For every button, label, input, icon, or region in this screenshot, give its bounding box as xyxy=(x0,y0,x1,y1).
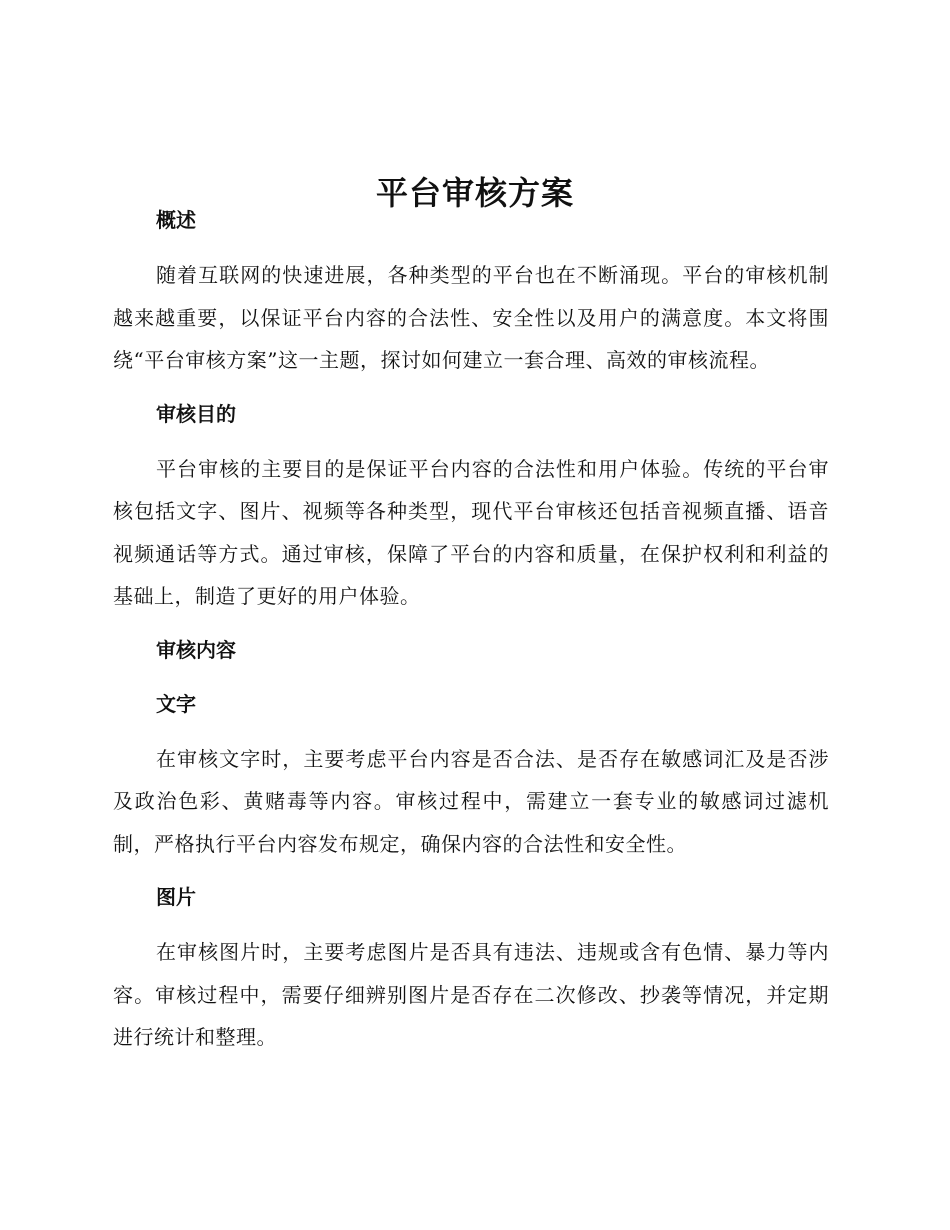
section-heading: 图片 xyxy=(156,885,196,909)
section-paragraph: 平台审核的主要目的是保证平台内容的合法性和用户体验。传统的平台审核包括文字、图片、视频等各种类型，现代平台审核还包括音视频直播、语音视频通话等方式。通过审核，保障了平台的内容和质量，在保护权利和利益的基础上，制造了更好的用户体验。 xyxy=(113,456,829,608)
section-purpose xyxy=(113,394,829,618)
section-heading: 审核目的 xyxy=(156,401,236,426)
document-body xyxy=(113,200,829,1071)
document-title: 平台审核方案 xyxy=(375,174,574,213)
section-heading: 审核内容 xyxy=(156,637,236,662)
section-content xyxy=(113,630,829,670)
section-heading: 文字 xyxy=(156,691,196,716)
section-images xyxy=(113,877,829,1059)
section-overview xyxy=(113,200,829,382)
section-paragraph: 随着互联网的快速进展，各种类型的平台也在不断涌现。平台的审核机制越来越重要，以保证平台内容的合法性、安全性以及用户的满意度。本文将围绕“平台审核方案”这一主题，探讨如何建立一套合理、高效的审核流程。 xyxy=(113,263,829,372)
section-paragraph: 在审核文字时，主要考虑平台内容是否合法、是否存在敏感词汇及是否涉及政治色彩、黄赌毒等内容。审核过程中，需建立一套专业的敏感词过滤机制，严格执行平台内容发布规定，确保内容的合法性和安全性。 xyxy=(113,746,829,856)
section-heading: 概述 xyxy=(156,208,196,232)
section-paragraph: 在审核图片时，主要考虑图片是否具有违法、违规或含有色情、暴力等内容。审核过程中，需要仔细辨别图片是否存在二次修改、抄袭等情况，并定期进行统计和整理。 xyxy=(113,940,829,1049)
section-text xyxy=(113,684,829,866)
